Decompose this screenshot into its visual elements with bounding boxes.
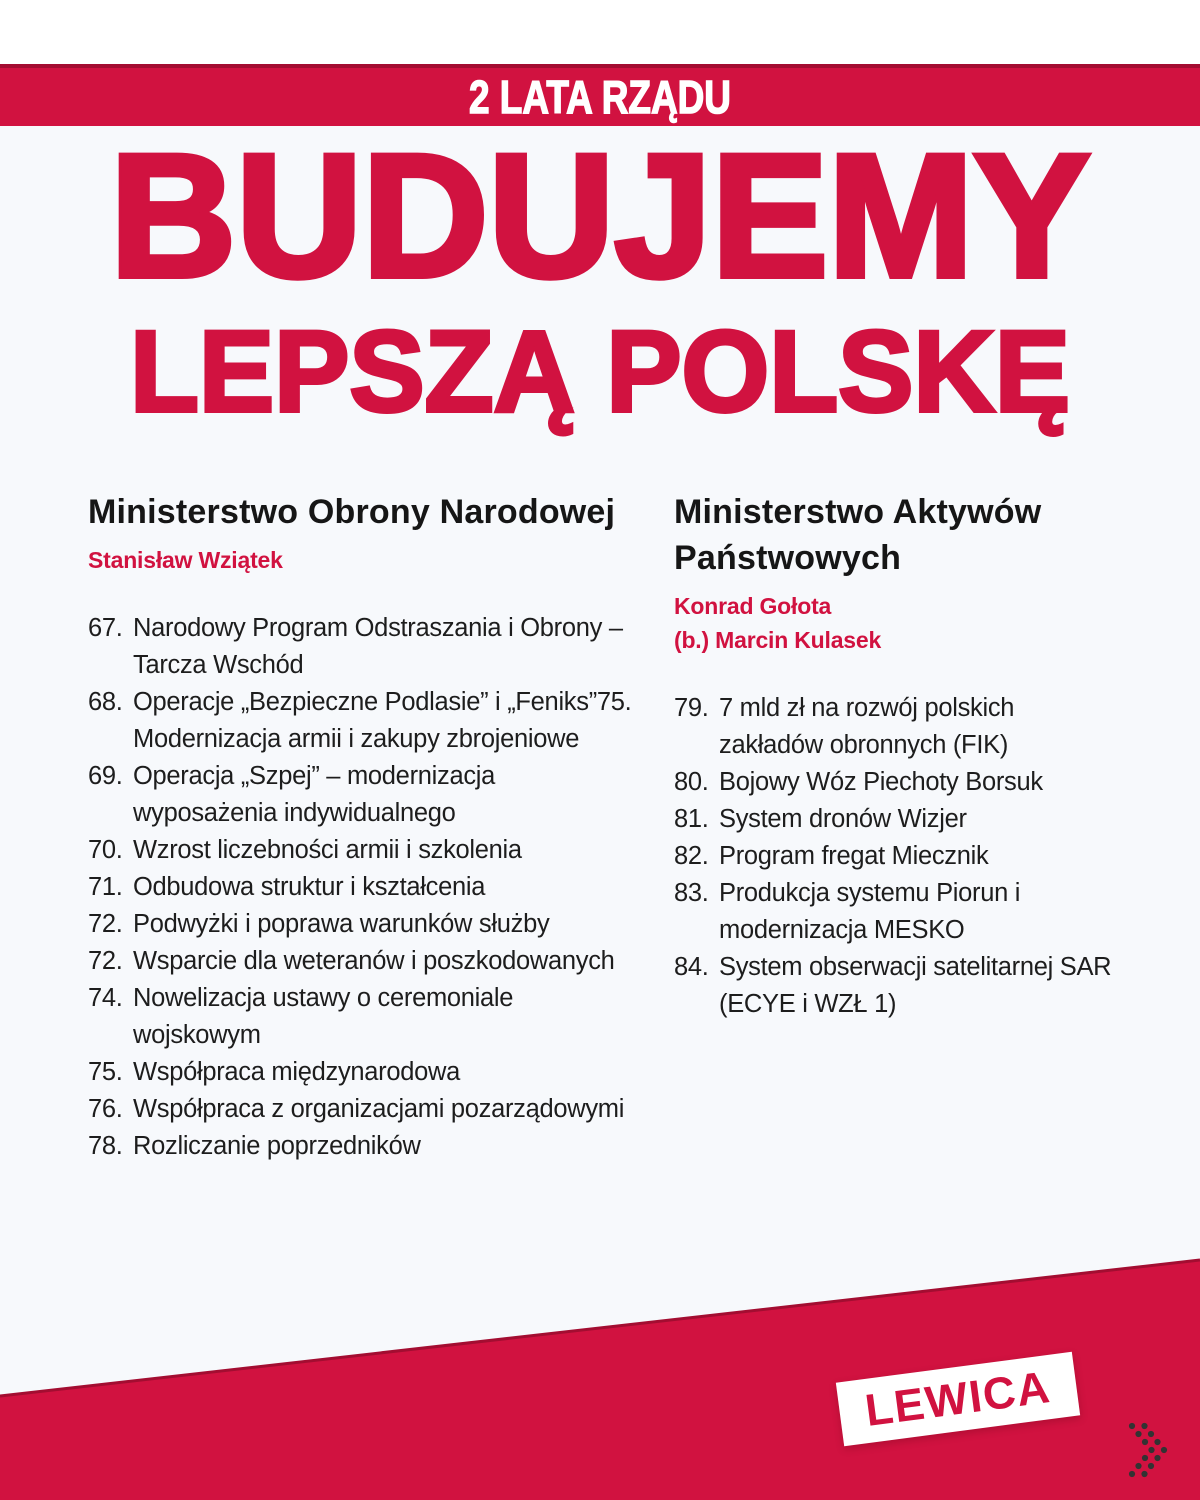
- list-item: [88, 943, 644, 980]
- list-item: [674, 690, 1124, 764]
- item-text: Współpraca międzynarodowa: [133, 1058, 460, 1086]
- page-title-line1-svg: [0, 148, 1200, 293]
- item-number: 69.: [88, 762, 123, 790]
- top-white-strip: [0, 0, 1200, 64]
- item-text: Wsparcie dla weteranów i poszkodowanych: [133, 947, 615, 975]
- item-text: Rozliczanie poprzedników: [133, 1132, 421, 1160]
- banner-text-svg: [390, 68, 810, 126]
- page-title-line2: LEPSZĄ POLSKĘ: [130, 312, 1070, 436]
- achievement-list: [674, 690, 1124, 1023]
- item-number: 68.: [88, 688, 123, 716]
- list-item: [88, 906, 644, 943]
- item-text: Operacja „Szpej” – modernizacja wyposażenia indywidualnego: [133, 762, 496, 827]
- list-item: [88, 610, 644, 684]
- top-banner: [0, 64, 1200, 126]
- list-item: [88, 1128, 644, 1165]
- item-text: Podwyżki i poprawa warunków służby: [133, 910, 550, 938]
- item-number: 74.: [88, 984, 123, 1012]
- banner-label: 2 LATA RZĄDU: [469, 71, 731, 123]
- ministry-title: Ministerstwo Aktywów Państwowych: [674, 493, 1042, 577]
- lewica-logo-text: LEWICA: [862, 1361, 1054, 1436]
- item-text: Program fregat Miecznik: [719, 842, 989, 870]
- list-item: [88, 758, 644, 832]
- item-text: Odbudowa struktur i kształcenia: [133, 873, 486, 901]
- item-number: 76.: [88, 1095, 123, 1123]
- page-title-line1: BUDUJEMY: [110, 148, 1090, 293]
- item-text: Bojowy Wóz Piechoty Borsuk: [719, 768, 1043, 796]
- item-text: Współpraca z organizacjami pozarządowymi: [133, 1095, 625, 1123]
- list-item: [88, 869, 644, 906]
- list-item: [674, 838, 1124, 875]
- item-number: 79.: [674, 694, 709, 722]
- content-columns: [88, 489, 1124, 1165]
- minister-name: (b.) Marcin Kulasek: [674, 627, 882, 653]
- footer: [0, 1230, 1200, 1500]
- item-number: 71.: [88, 873, 123, 901]
- list-item: [88, 1054, 644, 1091]
- list-item: [88, 832, 644, 869]
- item-text: Produkcja systemu Piorun i modernizacja MESKO: [719, 879, 1021, 944]
- item-number: 67.: [88, 614, 123, 642]
- minister-name: Konrad Gołota: [674, 593, 832, 619]
- list-item: [88, 1091, 644, 1128]
- list-item: [674, 764, 1124, 801]
- item-text: 7 mld zł na rozwój polskich zakładów obronnych (FIK): [719, 694, 1015, 759]
- item-number: 82.: [674, 842, 709, 870]
- column-defense: [88, 489, 644, 1165]
- item-number: 78.: [88, 1132, 123, 1160]
- achievement-list: [88, 610, 644, 1165]
- item-number: 80.: [674, 768, 709, 796]
- list-item: [674, 949, 1124, 1023]
- item-number: 84.: [674, 953, 709, 981]
- minister-name: Stanisław Wziątek: [88, 547, 283, 573]
- list-item: [88, 684, 644, 758]
- item-number: 70.: [88, 836, 123, 864]
- item-number: 75.: [88, 1058, 123, 1086]
- dotted-arrow-icon: [1122, 1420, 1170, 1482]
- minister-names: [88, 543, 644, 577]
- item-text: Nowelizacja ustawy o ceremoniale wojskowym: [133, 984, 514, 1049]
- item-number: 81.: [674, 805, 709, 833]
- item-number: 83.: [674, 879, 709, 907]
- item-number: 72.: [88, 910, 123, 938]
- item-text: Wzrost liczebności armii i szkolenia: [133, 836, 522, 864]
- item-text: System obserwacji satelitarnej SAR (ECYE i WZŁ 1): [719, 953, 1112, 1018]
- column-state-assets: [674, 489, 1124, 1165]
- item-text: System dronów Wizjer: [719, 805, 967, 833]
- page-title-line2-svg: [0, 312, 1200, 444]
- list-item: [674, 801, 1124, 838]
- list-item: [88, 980, 644, 1054]
- list-item: [674, 875, 1124, 949]
- minister-names: [674, 589, 1124, 657]
- ministry-title: Ministerstwo Obrony Narodowej: [88, 493, 616, 531]
- item-text: Operacje „Bezpieczne Podlasie” i „Feniks”75. Modernizacja armii i zakupy zbrojeniowe: [133, 688, 632, 753]
- item-text: Narodowy Program Odstraszania i Obrony – Tarcza Wschód: [133, 614, 623, 679]
- item-number: 72.: [88, 947, 123, 975]
